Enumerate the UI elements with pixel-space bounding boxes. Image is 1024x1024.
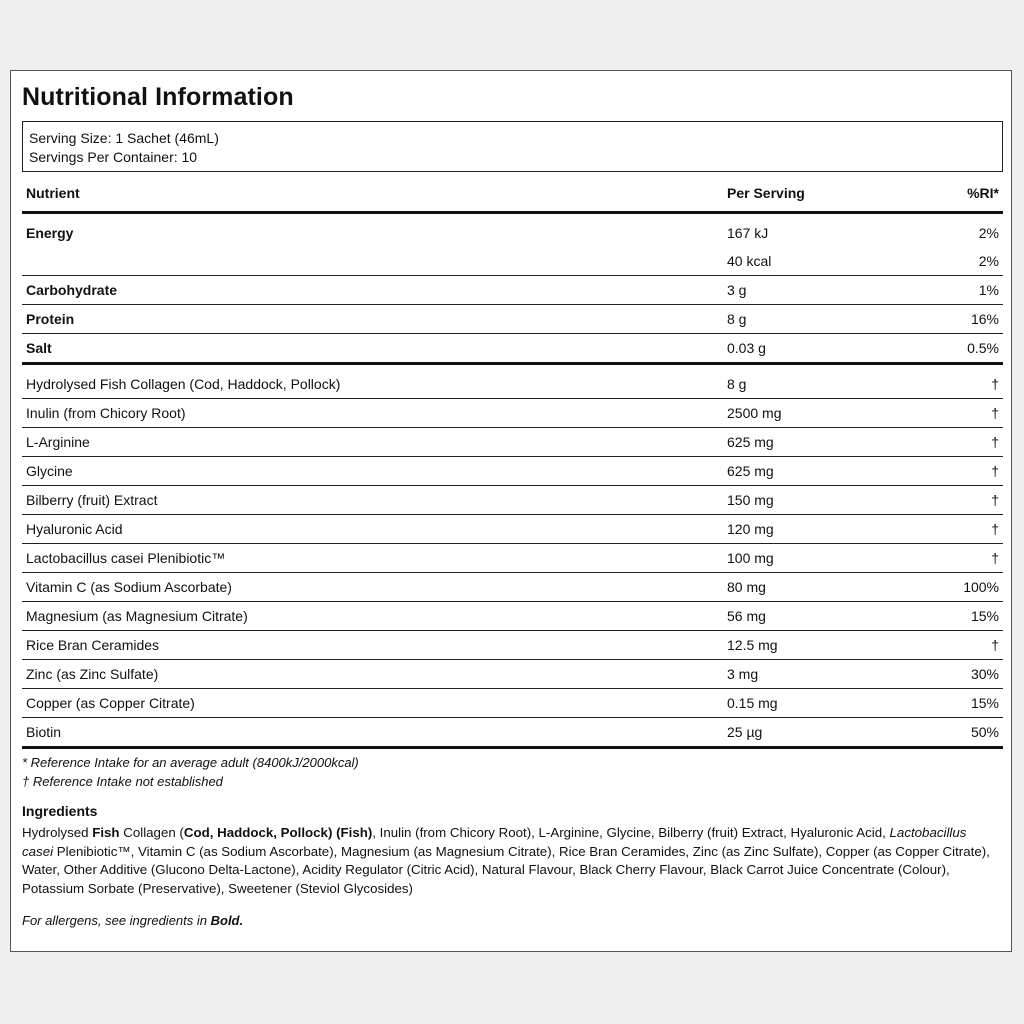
- ingredient-name: Bilberry (fruit) Extract: [22, 486, 723, 515]
- ingredient-name: Hydrolysed Fish Collagen (Cod, Haddock, Pollock): [22, 364, 723, 399]
- ingredients-segment: Hydrolysed: [22, 825, 93, 840]
- page-title: Nutritional Information: [22, 83, 294, 111]
- nutrition-table: [22, 175, 1003, 749]
- ingredient-amount: 12.5 mg: [723, 631, 903, 660]
- ingredients-segment-bold: Fish: [92, 825, 120, 840]
- ingredient-name: Zinc (as Zinc Sulfate): [22, 660, 723, 689]
- ingredients-segment: Plenibiotic™, Vitamin C (as Sodium Ascorbate), Magnesium (as Magnesium Citrate), Rice Bran Ceramides, Zinc (as Zinc Sulfate), Copper (as Copper Citrate), Water, Other Additive (Glucono Delta-Lactone), Acidity Regulator (Citric Acid), Natural Flavour, Black Cherry Flavour, Black Carrot Juice Concentrate (Colour), Potassium Sorbate (Preservative), Sweetener (Steviol Glycosides): [22, 843, 990, 896]
- nutrient-name: Energy: [26, 225, 74, 241]
- nutrient-name: Carbohydrate: [22, 276, 723, 305]
- ingredients-heading: Ingredients: [22, 803, 98, 819]
- serving-size: Serving Size: 1 Sachet (46mL): [29, 130, 219, 146]
- ingredient-ri: †: [903, 544, 1003, 573]
- table-row: [22, 573, 1003, 602]
- ingredients-segment: Collagen (: [119, 825, 184, 840]
- ingredients-segment-bold: Cod, Haddock, Pollock) (Fish): [183, 825, 373, 840]
- nutrient-amount: 167 kJ: [727, 225, 769, 241]
- header-per-serving: Per Serving: [723, 175, 903, 213]
- ingredient-amount: 100 mg: [723, 544, 903, 573]
- ingredient-ri: †: [903, 457, 1003, 486]
- ingredient-amount: 0.15 mg: [723, 689, 903, 718]
- nutrient-ri: 2%: [978, 225, 999, 241]
- table-row: [22, 457, 1003, 486]
- ingredient-ri: 100%: [903, 573, 1003, 602]
- ingredient-name: Lactobacillus casei Plenibiotic™: [22, 544, 723, 573]
- table-row: [22, 602, 1003, 631]
- ingredient-ri: 15%: [903, 689, 1003, 718]
- ingredient-amount: 3 mg: [723, 660, 903, 689]
- ingredients-segment: , Inulin (from Chicory Root), L-Arginine, Glycine, Bilberry (fruit) Extract, Hyaluronic Acid,: [372, 825, 890, 840]
- table-row: [22, 247, 1003, 276]
- table-row: [22, 689, 1003, 718]
- ingredient-amount: 56 mg: [723, 602, 903, 631]
- serving-info-box: [22, 121, 1003, 172]
- footnote-ri: * Reference Intake for an average adult (8400kJ/2000kcal): [22, 755, 359, 770]
- nutrient-ri: 1%: [903, 276, 1003, 305]
- table-row: [22, 334, 1003, 364]
- table-row: [22, 364, 1003, 399]
- nutrient-ri: 16%: [903, 305, 1003, 334]
- ingredient-name: Rice Bran Ceramides: [22, 631, 723, 660]
- nutrient-amount: 8 g: [723, 305, 903, 334]
- table-row: [22, 631, 1003, 660]
- ingredient-name: Vitamin C (as Sodium Ascorbate): [22, 573, 723, 602]
- table-row: [22, 276, 1003, 305]
- servings-per-container: Servings Per Container: 10: [29, 149, 198, 165]
- nutrient-amount: 40 kcal: [723, 247, 903, 276]
- table-row: [22, 515, 1003, 544]
- nutrient-ri: 2%: [903, 247, 1003, 276]
- table-row: [22, 660, 1003, 689]
- nutrient-name: [22, 247, 723, 276]
- ingredient-amount: 2500 mg: [723, 399, 903, 428]
- ingredient-name: Copper (as Copper Citrate): [22, 689, 723, 718]
- ingredient-amount: 25 µg: [723, 718, 903, 748]
- footnotes: [22, 753, 359, 791]
- ingredients-text: [22, 824, 997, 898]
- table-header-row: [22, 175, 1003, 213]
- header-nutrient: Nutrient: [22, 175, 723, 213]
- table-row: [22, 544, 1003, 573]
- ingredient-ri: 15%: [903, 602, 1003, 631]
- nutrient-name: Salt: [22, 334, 723, 364]
- nutrient-amount: 3 g: [723, 276, 903, 305]
- ingredient-amount: 120 mg: [723, 515, 903, 544]
- nutrient-amount: 0.03 g: [723, 334, 903, 364]
- ingredient-name: Inulin (from Chicory Root): [22, 399, 723, 428]
- ingredient-ri: †: [903, 631, 1003, 660]
- ingredient-name: Magnesium (as Magnesium Citrate): [22, 602, 723, 631]
- ingredient-amount: 80 mg: [723, 573, 903, 602]
- ingredient-name: Glycine: [22, 457, 723, 486]
- nutrient-ri: 0.5%: [903, 334, 1003, 364]
- table-row: [22, 486, 1003, 515]
- allergen-note: [22, 913, 243, 928]
- table-row: [22, 399, 1003, 428]
- ingredient-ri: †: [903, 364, 1003, 399]
- ingredient-amount: 625 mg: [723, 457, 903, 486]
- nutrient-name: Protein: [22, 305, 723, 334]
- table-row: [22, 305, 1003, 334]
- ingredient-ri: †: [903, 486, 1003, 515]
- footnote-dagger: † Reference Intake not established: [22, 774, 223, 789]
- table-row: [22, 718, 1003, 748]
- header-ri: %RI*: [903, 175, 1003, 213]
- nutrition-panel: [10, 70, 1012, 952]
- table-row: [22, 213, 1003, 248]
- ingredient-ri: †: [903, 428, 1003, 457]
- allergen-note-text: For allergens, see ingredients in: [22, 913, 211, 928]
- ingredient-amount: 625 mg: [723, 428, 903, 457]
- ingredients-segment-italic: Lactobacillus casei: [22, 825, 967, 859]
- ingredient-amount: 150 mg: [723, 486, 903, 515]
- ingredient-name: L-Arginine: [22, 428, 723, 457]
- ingredient-name: Hyaluronic Acid: [22, 515, 723, 544]
- table-row: [22, 428, 1003, 457]
- ingredient-ri: †: [903, 515, 1003, 544]
- ingredient-ri: 30%: [903, 660, 1003, 689]
- ingredient-name: Biotin: [22, 718, 723, 748]
- ingredient-amount: 8 g: [723, 364, 903, 399]
- ingredient-ri: †: [903, 399, 1003, 428]
- ingredient-ri: 50%: [903, 718, 1003, 748]
- nutrition-table-container: [22, 175, 1003, 749]
- allergen-note-bold: Bold.: [210, 913, 244, 928]
